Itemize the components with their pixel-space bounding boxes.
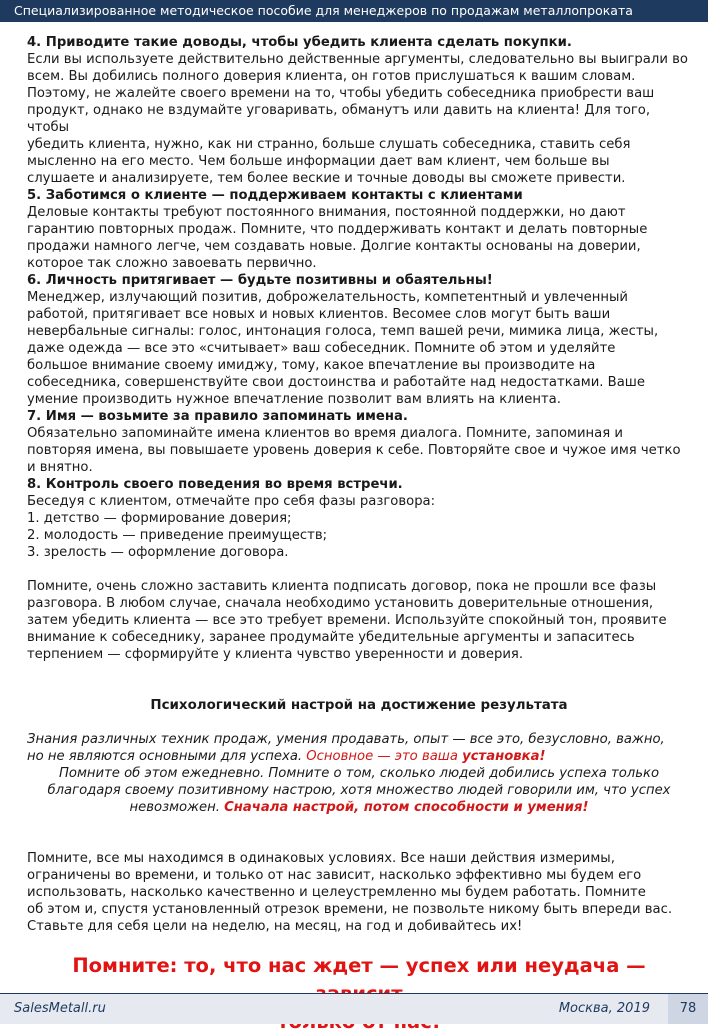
section-6-line: большое внимание своему имиджу, тому, какое впечатление вы производите на (27, 358, 596, 373)
psych-highlight-bold: установка! (462, 749, 546, 764)
section-8-list-item: 1. детство — формирование доверия; (27, 511, 292, 526)
section-4-line: всем. Вы добились полного доверия клиента, он готов прислушаться к вашим словам. (27, 69, 636, 84)
section-4-line: Поэтому, не жалейте своего времени на то, чтобы убедить собеседника приобрести ваш (27, 86, 655, 101)
remember-line: Помните, очень сложно заставить клиента подписать договор, пока не прошли все фазы (27, 579, 657, 594)
spacer (27, 680, 691, 697)
section-7-line: и внятно. (27, 460, 93, 475)
section-5-line: гарантию повторных продаж. Помните, что поддерживать контакт и делать повторные (27, 222, 648, 237)
section-5-line: которое так сложно завоевать первично. (27, 256, 317, 271)
remember-line: терпением — сформируйте у клиента чувство уверенности и доверия. (27, 647, 524, 662)
spacer (27, 561, 691, 578)
psych-line (27, 799, 691, 816)
header-title: Специализированное методическое пособие для менеджеров по продажам металлопроката (14, 3, 633, 18)
spacer (27, 833, 691, 850)
section-6-line: умение производить нужное впечатление позволит вам влиять на клиента. (27, 392, 561, 407)
section-7-line: Обязательно запоминайте имена клиентов во время диалога. Помните, запоминая и (27, 426, 623, 441)
section-8-list-item: 2. молодость — приведение преимуществ; (27, 528, 328, 543)
final-line: использовать, насколько качественно и целеустремленно мы будем работать. Помните (27, 885, 646, 900)
section-4-heading: 4. Приводите такие доводы, чтобы убедить клиента сделать покупки. (27, 35, 572, 50)
psych-line: Знания различных техник продаж, умения продавать, опыт — все это, безусловно, важно, (27, 732, 665, 747)
psych-highlight: Основное — это ваша (306, 749, 463, 764)
section-8-line: Беседуя с клиентом, отмечайте про себя фазы разговора: (27, 494, 436, 509)
psych-section-title: Психологический настрой на достижение результата (150, 698, 568, 713)
spacer (27, 663, 691, 680)
page-header (0, 0, 708, 22)
spacer (27, 714, 691, 731)
final-line: Ставьте для себя цели на неделю, на месяц, на год и добивайтесь их! (27, 919, 523, 934)
section-6-line: невербальные сигналы: голос, интонация голоса, темп вашей речи, мимика лица, жесты, (27, 324, 659, 339)
spacer (27, 935, 691, 952)
section-6-line: собеседника, совершенствуйте свои достоинства и работайте над недостатками. Ваше (27, 375, 645, 390)
section-7-heading: 7. Имя — возьмите за правило запоминать имена. (27, 409, 408, 424)
final-line: об этом и, спустя установленный отрезок времени, не позвольте никому быть впереди вас. (27, 902, 673, 917)
section-8-list-item: 3. зрелость — оформление договора. (27, 545, 289, 560)
spacer (27, 816, 691, 833)
remember-line: затем убедить клиента — все это требует времени. Используйте спокойный тон, проявите (27, 613, 667, 628)
psych-highlight-bold: Сначала настрой, потом способности и умения! (224, 800, 589, 815)
page-content (27, 34, 691, 1036)
section-4-line: Если вы используете действительно действенные аргументы, следовательно вы выиграли во (27, 52, 688, 67)
section-4-line: убедить клиента, нужно, как ни странно, больше слушать собеседника, ставить себя (27, 137, 631, 152)
final-line: Помните, все мы находимся в одинаковых условиях. Все наши действия измеримы, (27, 851, 615, 866)
section-5-line: Деловые контакты требуют постоянного внимания, постоянной поддержки, но дают (27, 205, 626, 220)
section-5-heading: 5. Заботимся о клиенте — поддерживаем контакты с клиентами (27, 188, 523, 203)
section-4-line: продукт, однако не вздумайте уговаривать, обманутъ или давить на клиента! Для того, чтобы (27, 103, 651, 135)
section-6-line: Менеджер, излучающий позитив, доброжелательность, компетентный и увлеченный (27, 290, 628, 305)
section-5-line: продажи намного легче, чем создавать новые. Долгие контакты основаны на доверии, (27, 239, 641, 254)
section-4-line: слушаете и анализируете, тем более веские и точные доводы вы сможете привести. (27, 171, 626, 186)
psych-line-text: но не являются основными для успеха. (27, 749, 307, 764)
page-number: 78 (668, 994, 708, 1024)
section-6-line: даже одежда — все это «считывает» ваш собеседник. Помните об этом и уделяйте (27, 341, 616, 356)
section-4-line: мысленно на его место. Чем больше информации дает вам клиент, чем больше вы (27, 154, 610, 169)
final-line: ограничены во времени, и только от нас зависит, насколько эффективно мы будем его (27, 868, 642, 883)
psych-line: Помните об этом ежедневно. Помните о том, сколько людей добились успеха только (58, 766, 660, 781)
section-7-line: повторяя имена, вы повышаете уровень доверия к себе. Повторяйте свое и чужое имя четко (27, 443, 681, 458)
psych-line-text: невозможен. (129, 800, 225, 815)
psych-line (27, 748, 691, 765)
remember-line: разговора. В любом случае, сначала необходимо установить доверительные отношения, (27, 596, 654, 611)
footer-city-year: Москва, 2019 (558, 1001, 650, 1016)
section-6-heading: 6. Личность притягивает — будьте позитивны и обаятельны! (27, 273, 493, 288)
section-8-heading: 8. Контроль своего поведения во время встречи. (27, 477, 403, 492)
remember-line: внимание к собеседнику, заранее продумайте убедительные аргументы и запаситесь (27, 630, 635, 645)
slogan-line: Помните: то, что нас ждет — успех или неудача — (72, 954, 646, 977)
section-6-line: работой, притягивает все новых и новых клиентов. Весомее слов могут быть ваши (27, 307, 611, 322)
psych-line: благодаря своему позитивному настрою, хотя множество людей говорили им, что успех (47, 783, 671, 798)
page-footer (0, 993, 708, 1024)
footer-site: SalesMetall.ru (14, 1001, 106, 1016)
